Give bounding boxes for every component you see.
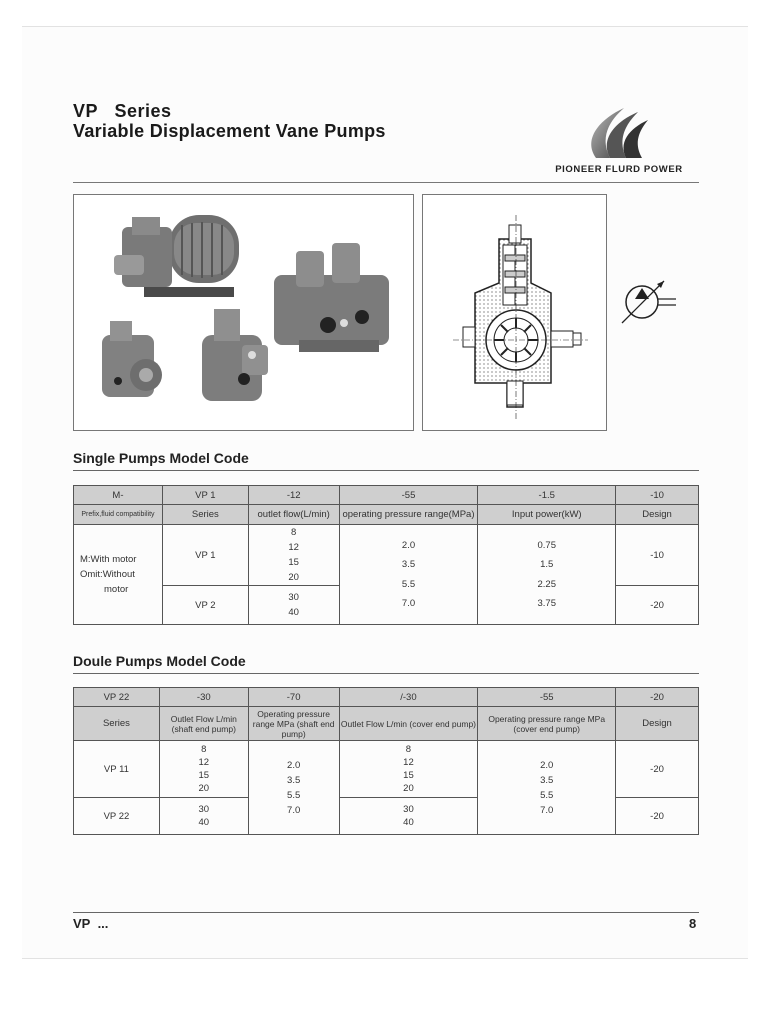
flow-value: 12 [403,757,414,768]
design-cell: -10 [616,525,699,586]
code-row [74,486,699,505]
flow-value: 20 [288,572,299,583]
footer-divider [73,912,699,913]
code-design: -20 [616,688,699,707]
page-title: Variable Displacement Vane Pumps [73,121,386,141]
pressure-cell [339,525,478,625]
flow-value: 40 [198,817,210,828]
design-cell: -20 [616,741,699,798]
table-row [74,525,699,586]
desc-series: Series [162,505,248,525]
power-value: 3.75 [537,598,556,609]
variable-pump-symbol-icon [618,277,678,327]
header-divider [73,182,699,183]
design-cell: -20 [616,798,699,835]
shaft-flow-cell [159,741,248,798]
code-pressure: -55 [339,486,478,505]
page-title-series: VP Series [73,101,172,121]
motor-pump-image [114,215,239,297]
flow-value: 40 [288,607,299,618]
single-pump-model-table [73,485,699,625]
pressure-value: 2.0 [540,759,554,771]
series-cell: VP 1 [162,525,248,586]
pressure-value: 5.5 [287,789,301,801]
flow-value: 8 [405,744,412,755]
desc-prefix: Prefix,fluid compatibility [74,505,163,525]
pressure-value: 2.0 [401,539,416,551]
flow-value: 30 [288,592,299,603]
pressure-value: 3.5 [401,559,416,570]
pump-section-drawing [423,195,606,430]
pressure-value: 7.0 [287,804,301,816]
medium-pump-image [202,309,268,401]
desc-shaft-flow: Outlet Flow L/min (shaft end pump) [159,707,248,741]
cover-flow-cell [339,798,478,835]
flow-value: 15 [198,770,210,781]
pressure-value: 3.5 [540,774,554,786]
series-cell: VP 11 [74,741,160,798]
flow-value: 20 [403,783,414,794]
flow-value: 15 [288,557,299,568]
flow-value: 12 [198,757,210,768]
page-number: 8 [689,916,697,931]
desc-series: Series [74,707,160,741]
code-power: -1.5 [478,486,616,505]
shaft-pressure-cell [248,741,339,835]
cover-pressure-cell [478,741,616,835]
single-pumps-heading: Single Pumps Model Code [73,450,249,466]
flow-value: 30 [198,804,210,815]
code-design: -10 [616,486,699,505]
shaft-flow-cell [159,798,248,835]
prefix-cell [74,525,163,625]
pressure-value: 5.5 [401,578,416,590]
code-cover-pressure: -55 [478,688,616,707]
power-value: 0.75 [537,539,556,551]
cover-flow-cell [339,741,478,798]
desc-flow: outlet flow(L/min) [248,505,339,525]
code-row [74,688,699,707]
desc-design: Design [616,707,699,741]
code-series: VP 1 [162,486,248,505]
pressure-value: 5.5 [540,789,554,801]
pressure-value: 7.0 [540,804,554,816]
power-value: 2.25 [537,578,556,590]
code-shaft-flow: -30 [159,688,248,707]
flow-value: 15 [403,770,414,781]
small-pump-image [102,321,162,397]
footer-series-label: VP ... [73,916,109,931]
series-cell: VP 2 [162,586,248,625]
double-pump-image [274,243,389,352]
description-row [74,707,699,741]
flow-value: 20 [198,783,210,794]
code-prefix: M- [74,486,163,505]
pump-photos-illustration [74,195,413,430]
flow-value: 8 [201,744,207,755]
code-flow: -12 [248,486,339,505]
prefix-line: motor [104,584,129,595]
desc-power: Input power(kW) [478,505,616,525]
flow-value: 40 [403,817,414,828]
pressure-value: 2.0 [287,759,301,771]
double-pumps-heading: Doule Pumps Model Code [73,653,246,669]
design-cell: -20 [616,586,699,625]
power-cell [478,525,616,625]
desc-cover-pressure: Operating pressure range MPa (cover end pump) [478,707,616,741]
double-pump-model-table [73,687,699,835]
pressure-value: 3.5 [287,774,301,786]
flow-value: 30 [403,804,414,815]
series-cell: VP 22 [74,798,160,835]
code-cover-flow: /-30 [339,688,478,707]
description-row [74,505,699,525]
product-photo-panel [73,194,414,431]
power-value: 1.5 [540,559,554,570]
sectional-drawing-panel [422,194,607,431]
code-series: VP 22 [74,688,160,707]
flow-value: 8 [291,527,297,538]
single-heading-rule [73,470,699,471]
desc-shaft-pressure: Operating pressure range MPa (shaft end pump) [248,707,339,741]
code-shaft-pressure: -70 [248,688,339,707]
table-row [74,741,699,798]
desc-cover-flow: Outlet Flow L/min (cover end pump) [339,707,478,741]
desc-design: Design [616,505,699,525]
pressure-value: 7.0 [401,598,416,609]
double-heading-rule [73,673,699,674]
prefix-line: Omit:Without [80,569,135,580]
prefix-line: M:With motor [80,554,137,565]
flow-value: 12 [288,542,299,553]
brand-name: PIONEER FLURD POWER [555,164,683,175]
flow-cell [248,586,339,625]
flow-cell [248,525,339,586]
desc-pressure: operating pressure range(MPa) [339,505,478,525]
